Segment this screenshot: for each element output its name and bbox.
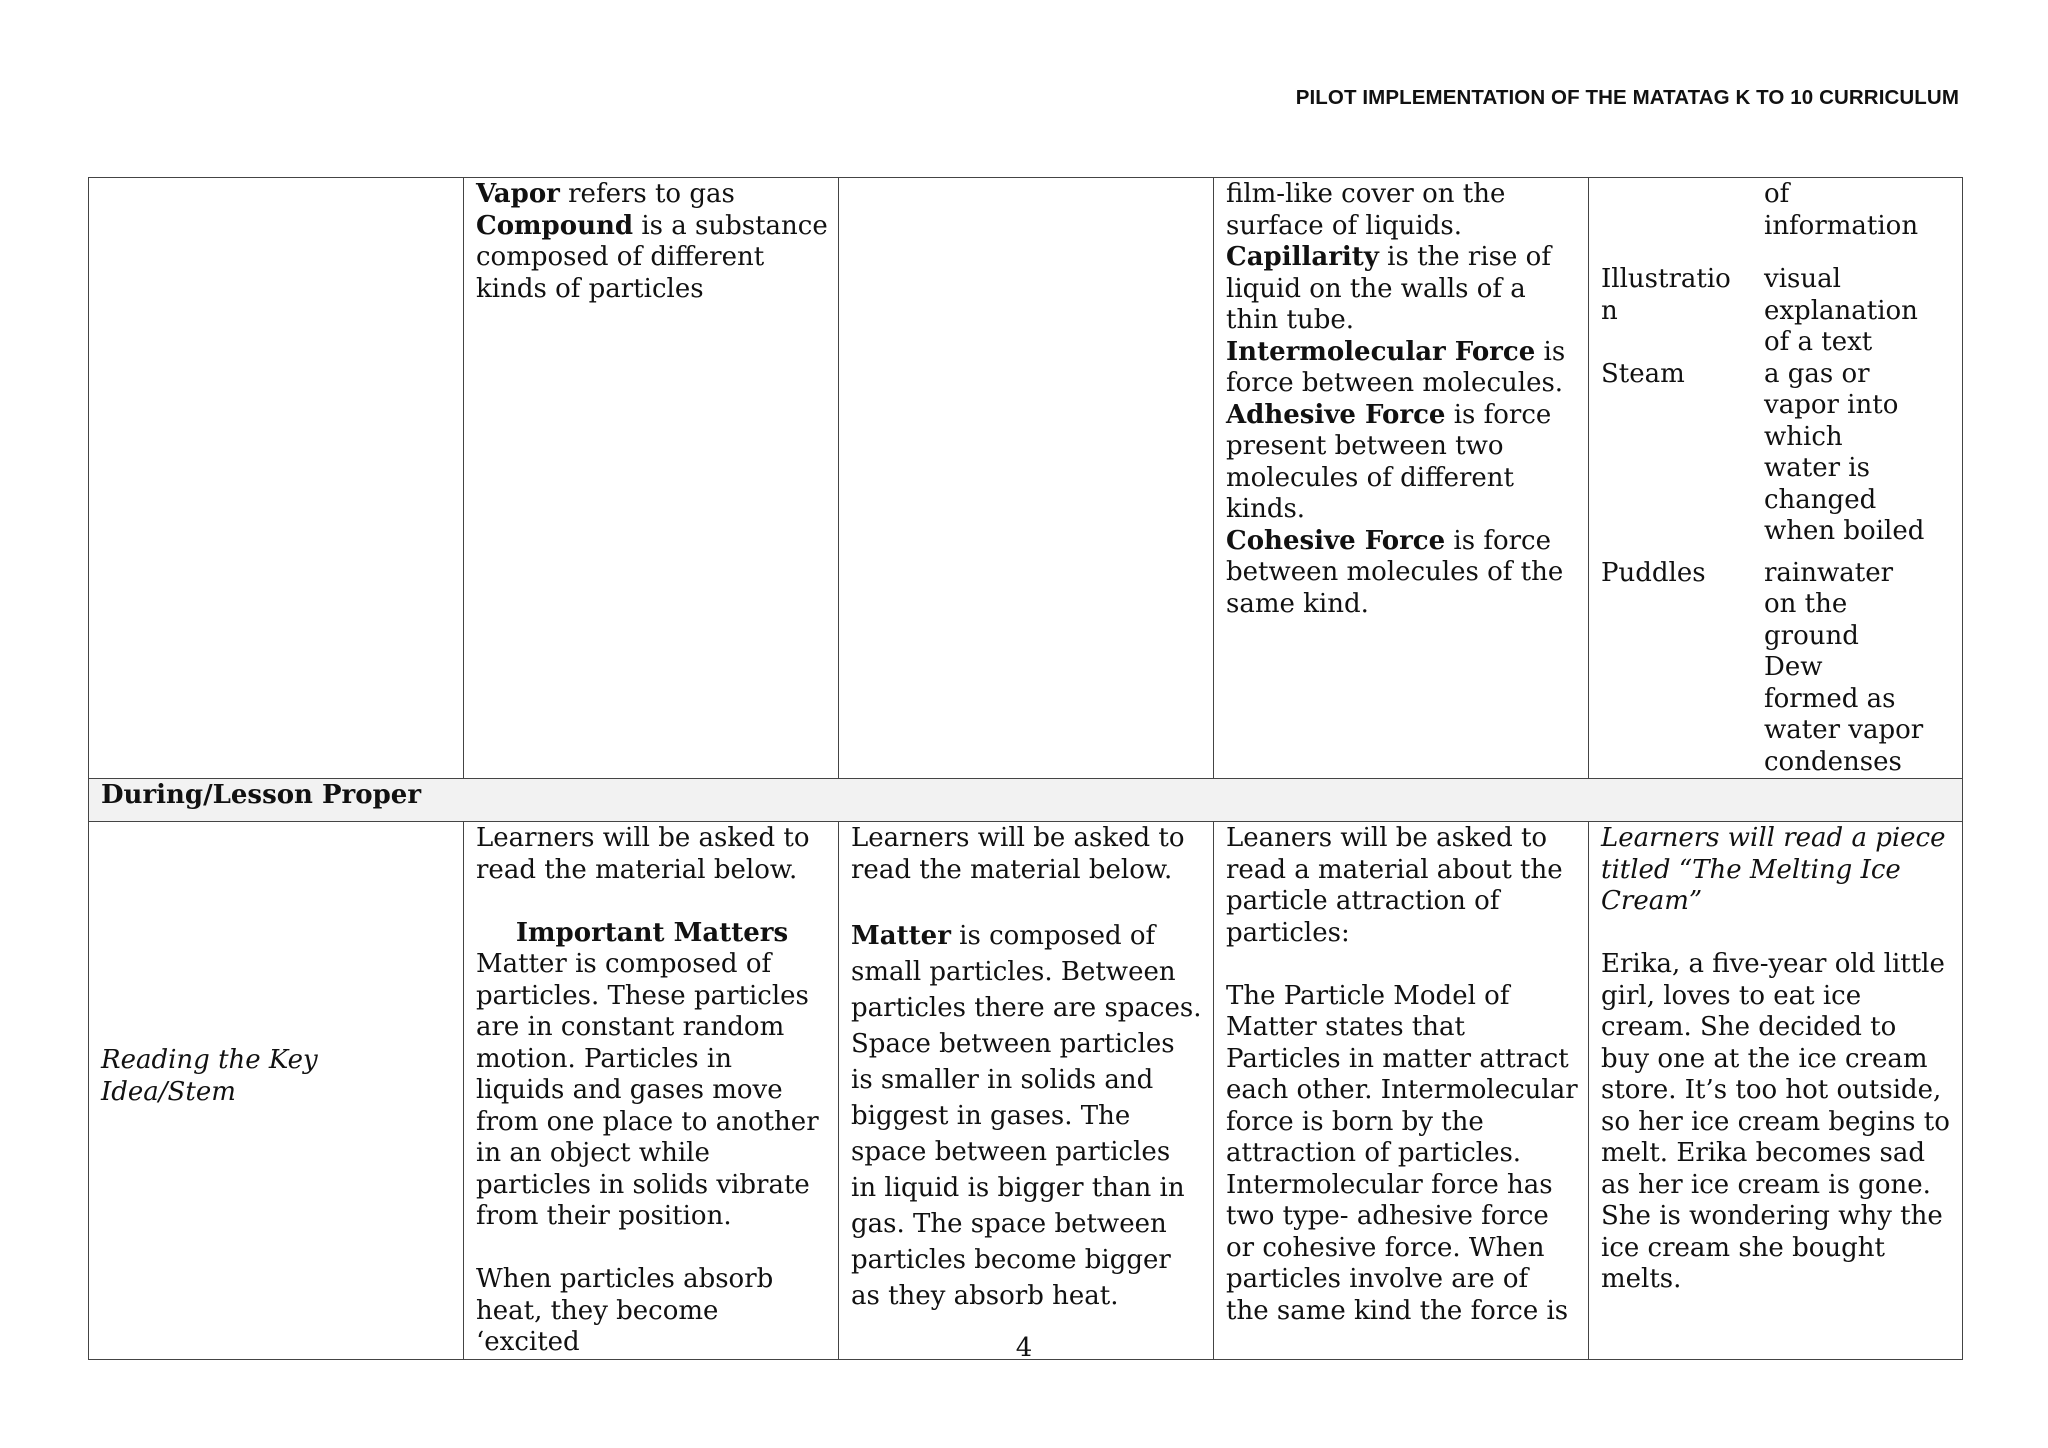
definition-adhesive-force: Adhesive Force is force present between two molecules of different kinds. — [1226, 399, 1552, 524]
vocab-def-information: of information — [1764, 179, 1919, 241]
melting-ice-cream-story: Erika, a five-year old little girl, loves to eat ice cream. She decided to buy one at the ice cream store. It’s too hot outside, so her ice cream begins to melt. Erika becomes sad as her ice cream is gone. She is wondering why the ice cream she bought melts. — [1601, 949, 1950, 1294]
section-header-row — [89, 779, 1963, 822]
important-matters-title: Important Matters — [515, 917, 789, 948]
row3-col3-cell — [839, 822, 1214, 1360]
definition-vapor: Vapor refers to gas — [476, 179, 735, 209]
vocab-def-steam: a gas or vapor into which water is changed when boiled — [1764, 358, 1925, 546]
important-matters-paragraph-1: Matter is composed of particles. These particles are in constant random motion. Particles in liquids and gases move from one place to another in an object while particles in solids vibrate from their position. — [476, 949, 819, 1231]
important-matters-intro: Learners will be asked to read the material below. — [476, 823, 810, 885]
vocab-def-illustration: visual explanation of a text — [1764, 264, 1918, 357]
vocab-def-puddles: rainwater on the ground Dew formed as water vapor condenses — [1764, 557, 1924, 777]
definition-compound: Compound is a substance composed of different kinds of particles — [476, 210, 828, 304]
row1-col2-cell — [464, 178, 839, 779]
vocabulary-list — [1601, 179, 1952, 778]
stem-label: Reading the Key Idea/Stem — [101, 1045, 318, 1107]
lesson-proper-row — [89, 822, 1963, 1360]
document-header: PILOT IMPLEMENTATION OF THE MATATAG K TO 10 CURRICULUM — [1295, 86, 1959, 109]
vocabulary-row — [89, 178, 1963, 779]
row3-col1-cell — [89, 822, 464, 1360]
vocab-term-puddles: Puddles — [1601, 557, 1706, 588]
vocab-term-illustration: Illustratio n — [1601, 264, 1731, 326]
page-number: 4 — [1015, 1333, 1033, 1363]
definition-intermolecular-force: Intermolecular Force is force between molecules. — [1226, 336, 1566, 398]
important-matters-paragraph-2: When particles absorb heat, they become ‘excited — [476, 1264, 774, 1357]
row1-col4-cell — [1214, 178, 1589, 779]
vocab-term-steam: Steam — [1601, 358, 1685, 389]
melting-ice-cream-intro: Learners will read a piece titled “The Melting Ice Cream” — [1601, 823, 1946, 916]
vocab-term-empty — [1601, 179, 1764, 242]
row3-col2-cell — [464, 822, 839, 1360]
lesson-table — [88, 177, 1963, 1360]
row3-col4-cell — [1214, 822, 1589, 1360]
section-title: During/Lesson Proper — [89, 779, 1963, 822]
row3-col5-cell — [1589, 822, 1963, 1360]
matter-paragraph: Matter is composed of small particles. Between particles there are spaces. Space between particles is smaller in solids and biggest in gases. The space between particles in liquid is bigger than in gas. The space between particles become bigger as they absorb heat. — [851, 920, 1202, 1311]
definition-capillarity: Capillarity is the rise of liquid on the walls of a thin tube. — [1226, 242, 1551, 335]
definition-film: film-like cover on the surface of liquids. — [1226, 179, 1506, 241]
definition-cohesive-force: Cohesive Force is force between molecules of the same kind. — [1226, 525, 1564, 619]
row1-col5-cell — [1589, 178, 1963, 779]
matter-intro: Learners will be asked to read the material below. — [851, 823, 1185, 885]
row1-col1-cell — [89, 178, 464, 779]
particle-attraction-intro: Leaners will be asked to read a material about the particle attraction of particles: — [1226, 823, 1563, 948]
row1-col3-cell — [839, 178, 1214, 779]
particle-model-paragraph: The Particle Model of Matter states that Particles in matter attract each other. Intermolecular force is born by the attraction of particles. Intermolecular force has two type- adhesive force or cohesive force. When particles involve are of the same kind the force is — [1226, 980, 1578, 1326]
